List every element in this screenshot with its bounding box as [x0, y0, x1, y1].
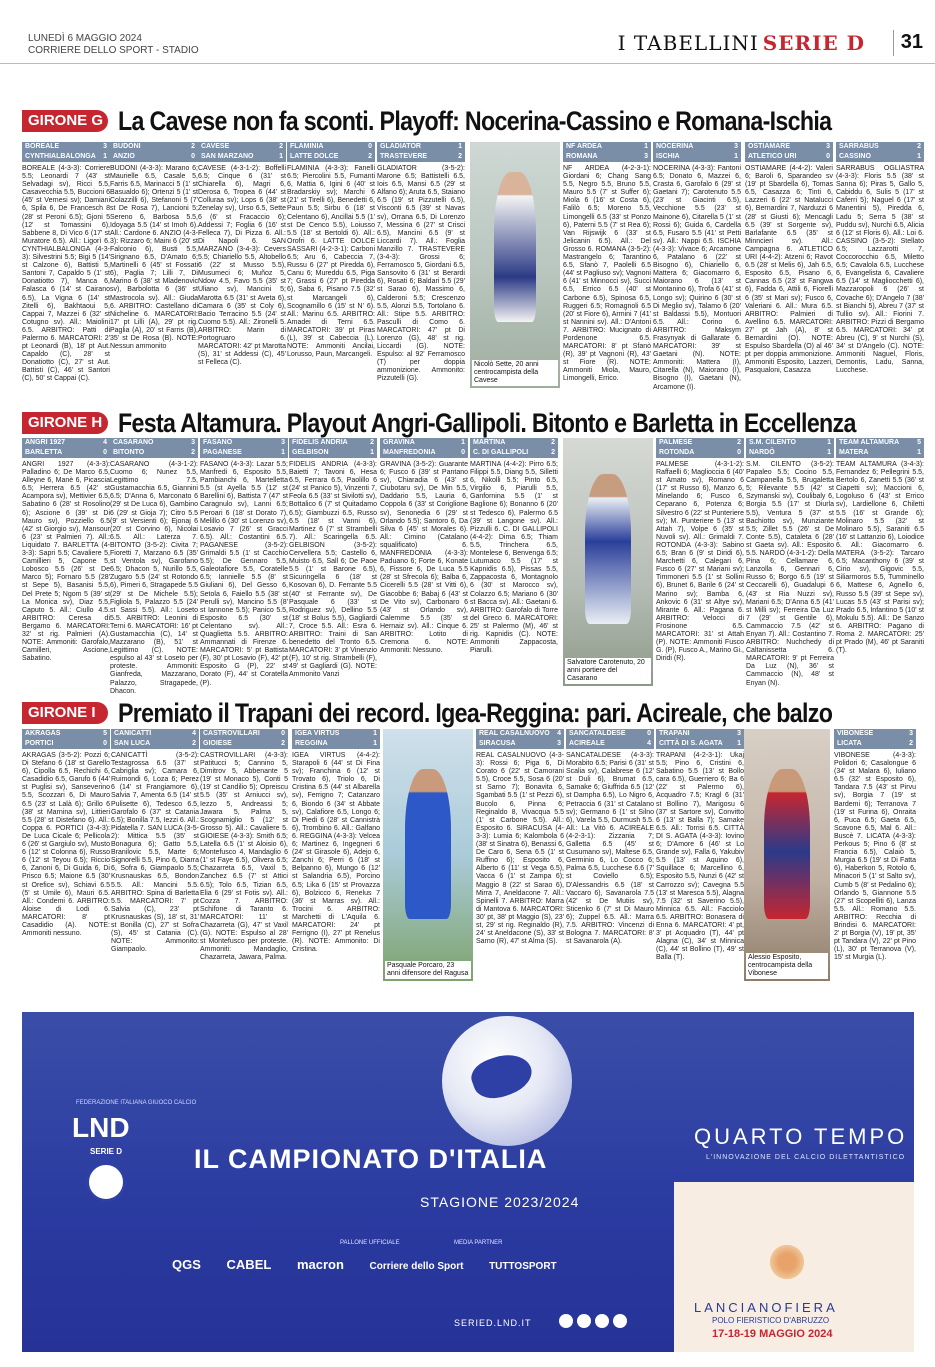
girone-title: Premiato il Trapani dei record. Igea-Reggina: pari. Acireale, che balzo — [118, 698, 833, 728]
match-body: BUDONI (4-3-3): Marano 6; Maurielle 6.5, Casale 5, Farris 6.5, Marinacci 5 (1' st Basualdo 6); Ortenzi 5 (1' st Colazzilli 6), Stefanoni 5 (7' st De Rosa 7), Lancioni 5; Sereno 6, Barbosa 5.5, Idoyaga 5.5 (14' st Imoh 6). All.: Cardone 6. ANZIO (4-3-3): Rizzaro 6; Maini 6 (20' st Falconio 6), Busti 5.5, Sirignano 6.5, D'Amato 6; Martinelli 6 (45' st Fossati 6), Paglia 7; Lilli 7, Di Marino 6 (38' st Mladenovic sv), Barbolotta 6 (36' st Mastrocola sv). All.: Giuda 6. ARBITRO: Castellano di Nicheline 6. MARCATORI: 17' pt Lilli (A), 29' pt rig. Paglia (A), 20' st Farris (B), 35' st De Rosa (B). NOTE: Nessun ammonito — [110, 165, 198, 351]
lnd-logo: LND — [72, 1112, 130, 1143]
player-figure — [405, 769, 451, 919]
score-home: 1 — [644, 143, 648, 150]
match-body: CANICATTÌ (3-5-2): Testagrossa 6.5 (37' st Cabriglia sv); Camara 6, Ruimondi 6, Loza 6; Perez 6 (14' st Frangiamore 6), Salvia 7, Amenta 6.5 (14' st Pulisette 6), Tedesco 6.5, Garofalo 6 (37' st Catania 6.5); Bonilla 7.5, Iezzi 6. All.: Pidatella 7. SAN LUCA (3-5-2): Mittica 5.5 (35' st Bonagura 6); Gatto 5.5, Branilovic 5.5, Marte 6; Signorelli 5.5, Pino 6, Diarra 6, Sofra 6, Giampaolo 5.5; Krusnauskas 6.5, Bondon 5.5. All.: Mancini 5.5. ARBITRO: Spina di Barletta 5.5. MARCATORI: 7' pt Salvia (C), 23' pt Krusnauskas (S), 18' st, 31' st Bonilla (C), 27' st Sofra (S), 45' st Catania (C). NOTE: Ammonito: Giampaolo. — [111, 752, 199, 954]
fiera-flower-icon — [767, 1242, 807, 1282]
score-home: 2 — [370, 439, 374, 446]
match-report — [110, 142, 198, 392]
match-report — [22, 438, 110, 698]
score-away: 2 — [191, 449, 195, 456]
match-report — [110, 438, 198, 698]
team-home-header — [836, 438, 924, 448]
score-home: 2 — [551, 439, 555, 446]
match-report — [289, 438, 377, 698]
team-away-header — [22, 448, 110, 458]
match-body: IGEA VIRTUS (4-4-2): Starapoli 6 (44' st Di Fina sv); Franchina 6 (12' st Trovato 6), Triolo 6, Di Cristina 6.5 (44' st Albarella sv), Ferrigno 7; Catanzaro 6, Biondo 6 (34' st Abbate sv), Calafiore 6.5, Longo 6; Di Piedi 6 (28' st Cannistrà 6), Trombino 6. All.: Galfano 6. REGGINA (4-3-3): Velcea 6; Martinez 6, Ingegneri 6 (24' st Girasole 6), Adejo 6, Zanchi 6; Perri 6 (18' st Belpanno 6), Mungo 6 (12' st Salandria 6.5), Porcino 6.5; Lika 6 (15' st Provazza 6), Bolzicco 6, Renelus 7 (36' st Marras sv). All.: Trocini 6. ARBITRO: Marchetti di L'Aquila 6. MARCATORI: 24' pt Ferrigno (I), 27' pt Renelus (R). NOTE: Ammonito: Di Cristina. — [292, 752, 380, 954]
score-away: 1 — [370, 449, 374, 456]
match-report — [836, 142, 924, 392]
score-away: 1 — [737, 740, 741, 747]
score-home: 0 — [647, 730, 651, 737]
team-home-header — [200, 729, 288, 739]
team-away-header — [22, 739, 110, 749]
player-figure — [764, 769, 810, 919]
match-report — [470, 438, 558, 698]
media-label: MEDIA PARTNER — [454, 1240, 503, 1246]
score-home: 2 — [279, 143, 283, 150]
score-home: 3 — [737, 730, 741, 737]
sponsor-qgs: QGS — [172, 1257, 201, 1272]
photo-casarano-player — [563, 438, 653, 686]
team-away-header — [377, 152, 465, 162]
team-home: ANGRI 1927 — [25, 439, 66, 446]
team-away-header — [656, 739, 744, 749]
score-home: 3 — [191, 439, 195, 446]
instagram-icon[interactable] — [577, 1314, 591, 1328]
score-away: 1 — [827, 449, 831, 456]
match-report — [380, 438, 468, 698]
team-home-header — [200, 438, 288, 448]
score-home: 1 — [373, 730, 377, 737]
team-home-header — [111, 729, 199, 739]
score-home: 5 — [917, 439, 921, 446]
team-away-header — [653, 152, 741, 162]
advertisement-banner[interactable] — [22, 1012, 914, 1352]
score-away: 2 — [281, 740, 285, 747]
team-away-header — [563, 152, 651, 162]
team-away: SAN MARZANO — [201, 153, 254, 160]
sponsor-tuttosport: TUTTOSPORT — [489, 1261, 557, 1272]
team-away-header — [110, 152, 198, 162]
team-home-header — [110, 142, 198, 152]
photo-ragusa-player — [383, 729, 473, 981]
match-body: CASTROVILLARI (4-3-3): Patitucci 5; Cannino 5, Dimitrov 5, Abbenante 5 (19' st Monaco 5), Conti 5 (19' st Candilio 5); Opreiscu 5.5 (35' st Arniucci sv), Iezzo 5, Andreassi 5; Jawara 5, Palma 5, Scognamiglio 5 (12' st Grosso 5). All.: Cavaliere 5. GIOIESE (4-3-3): Smith 6.5; Latella 6.5 (1' st Aloisio 6), Montefusco 4, Mandaglio 6 (1' st Faye 6.5), Olivera 6.5; Chazarreta 6.5, Vaxil 5, Zanchez 6.5 (7' st Attici 6.5); Tolo 6.5, Tizian 6.5, Elia 6 (29' st Fotis sv). All.: Cozza 7. ARBITRO: Schifone di Taranto 6. MARCATORI: 11' st Chazarreta (G), 47' st Vaxil (G). NOTE: Espulso al 28' st Montefusco per proteste. Ammoniti: Mandaglio, Chazarreta, Jawara, Palma. — [200, 752, 288, 962]
score-away: 2 — [551, 449, 555, 456]
team-away-header — [22, 152, 110, 162]
team-home-header — [745, 142, 833, 152]
team-home: CASARANO — [113, 439, 154, 446]
match-body: FASANO (4-3-3): Lazar 5.5; Manfredi 6, Esposito 5.5, Pambianchi 6, Martelletta 5.5 (st Ayella 5.5 (12' st Barellini 6), Battista 7 (47' st Caragnulo sv), Lanni 6.5; Peroari 6 (18' st Dorato 7), Melillo 6 (30' st Lorenzo sv), Losavio 7 (26' st Gracci 6.5). All.: Costantini 6.5. PAGANESE (3-5-2): Grimaldi 5.5 (1' st Cacchio 5.5); De Gennaro 5.5, Galeotafiore 5.5, Coratelle 6.5; Iannielle 5.5 (8' st Giuliani 6), Del Gesso 6, Setola 6, Faiello 5.5 (38' st Perulli sv), Mancino 5.5 (8' st Iannone 5.5); Panico 5.5, Esposito 6.5 (30' st Celentano sv). All.: Quaglietta 5.5. ARBITRO: Ammannati di Firenze 6. MARCATORI: 5' pt Battista (F), 30' pt Losavio (F), 42' pt Esposito G (P), 22' st Dorato (F), 44' st Coratella (P). — [200, 461, 288, 687]
score-away: 1 — [373, 740, 377, 747]
score-away: 0 — [191, 153, 195, 160]
match-report — [746, 438, 834, 698]
score-away: 1 — [917, 153, 921, 160]
team-home-header — [110, 438, 198, 448]
match-body: CAVESE (4-3-1-2): Boffelli 6.5; Cinque 6 (31' st Chiarella 6), Magri 6, Derosa 6, Tropea 6 (44' st Colluraa sv); Lops 6 (38' st Zenelay sv), Urso 6.5, Sette 6 (6' st Fracaccio 6); Addessi 7; Foglia 6 (16' st Felleca 7), Di Pizza 6. All.: Di Napoli 6. SAN MARZANO (3-4-3): Cevers 5.5; Chiariello 5.5, Altobello 6 (22' st Musso 5.5), Musumeci 6; Muñoz 5, Ndow 4.5, Favo 5.5 (35' st Uliano sv), Mancini 5; Marotta 6.5 (31' st Aveta 6), Camara 6 (35' st Coly 6), Bacio Terracino 5.5 (24' st Cuomo 5.5). All.: Zironelli 5. ARBITRO: Marin di Portogruaro 6. MARCATORI: 42' pt Marotta (S), 31' st Addessi (C), 45' st Felleca (C). — [198, 165, 286, 367]
match-body: GRAVINA (3-5-2): Guarante 6; Fusco 6 (39' st Pantano sv), Chiaradia 6 (43' st Ciubotaru sv), De Min 5.5, Daddario 5.5, Lauria 6, Coppola 6 (33' st Coriglione sv), Senonedia 6 (29' st Orlando 5.5); Santoro 6, Da Silva 6 (45' st Morales 6). All.: Cimino (Catalano squalificato) 6. MANFREDONIA (4-3-3): Paduano 6; Forte 6, Konate 6, Fissore 6, De Luca 5.5 (28' st Sfrecola 6); Balba 6, Cicerelli 5.5 (28' st Vitti 6), Giacobbe 6; Babaj 6 (43' st De Vito sv), Carbonaro 6 (43' st Orlando sv), Calemme 5.5 (35' st Hernaiz sv). All.: Cinque 6. ARBITRO: Lotito di Cremona 6. NOTE: Ammoniti: Nessuno. — [380, 461, 468, 655]
team-home: FASANO — [203, 439, 233, 446]
team-away-header — [470, 448, 558, 458]
pallone-label: PALLONE UFFICIALE — [340, 1240, 400, 1246]
match-body: NOCERINA (4-3-3): Fantoni 6.5; Donato 6, Mazzei 6, Crasta 6, Garofalo 6 (29' st Gaetani 7); Carotenuto 5.5 (23' st Giacinti 6.5), Vecchione 5.5 (23' st Mainone 6), Citarella 5 (1' st Rossi 6); Guida 6, Cardella 6.5, Fusaro 5.5 (41' st Petti sv). All.: Nappi 6.5. ISCHIA (4-3-3): Vivace 6; Arcamone 6, Patalano 6 (22' st Bisogno 6), Chiariello 6, Mattera 6; Giacomarro 6, Maiorano 6 (13' st Montanino 6), Trofa 6 (41' st Longo sv); Quirino 6 (30' st Di Meglio sv), Talamo 6 (20' st Baldassi 5.5), Montuori 6.5. All.: Corino 6. ARBITRO: Maksym Frasynyak di Gallarate 6. MARCATORI: 39' st Gaetani (N). NOTE: Ammoniti: Mattera (I), Citarella (N), Maiorano (I), Bisogno (I), Gaetani (N), Arcamone (I). — [653, 165, 741, 391]
score-home: 3 — [909, 730, 913, 737]
photo-caption: Alessio Esposito, centrocampista della Vibonese — [746, 953, 828, 979]
score-away: 4 — [647, 740, 651, 747]
match-body: NF ARDEA (4-2-3-1): Giordani 6; Chang Sang 5.5, Negro 5.5, Bruno 5.5, Mauro 5.5 (7' st Suffer 6); Miola 6 (16' st Costa 6), Falilò 6.5; Moreno 5.5, Limongelli 6.5 (33' st Ponzo 6), Paterni 5.5 (7' st Rea 6); Van Rijswijk 6 (33' st Jelicanin 6.5). All.: Del Grosso 6. ROMANA (3-5-2): Mastrangelo 6; Tarantino 6.5, Sfanò 7, Paolelli 6.5 (44' st Pagliuso sv); Vagnoni 6 (41' st Minnocci sv), Succi 6.5, Errico 6.5 (40' st Carbone 6.5), Spinosa 6.5, Ruggeri 6.5; Romagnoli 6.5 (20' st Fiore 6), Armini 7 (41' st Nannini sv). All.: D'Antoni 7. ARBITRO: Mucignato di Pordenone 6.5. MARCATORI: 8' pt Sfanò (R), 39' pt Vagnoni (R), 43' st Fiore (R). NOTE: Ammoniti Miola, Mauro, Limongelli, Errico. — [563, 165, 651, 383]
match-report — [292, 729, 380, 1005]
team-away-header — [198, 152, 286, 162]
team-home: PALMESE — [659, 439, 693, 446]
match-report — [377, 142, 465, 392]
sponsor-cabel: CABEL — [226, 1257, 272, 1272]
team-away: GIOIESE — [203, 740, 232, 747]
score-away: 1 — [734, 153, 738, 160]
match-report — [200, 729, 288, 1005]
team-home-header — [836, 142, 924, 152]
team-away: SIRACUSA — [479, 740, 516, 747]
match-body: FLAMINIA (4-3-3): Fanelli 6.5; Piercolini 5.5, Fumanti 6, Mattia 6, Igini 6 (40' st Bradarskiy sv); Marchi 6 (21' st Tirelli 6), Benedetti 6, Paun 5.5; Sirbu 6 (18' st Celentano 6), Ancillai 5.5 (1' st De Cenco 5.5), Loiusso 5.5 (18' st Bertoldi 6). All.: Orofri 6. LATTE DOLCE SASSARI (4-2-3-1): Carboni 6.5; Aru 6, Cabeccia 7, Russu 6 (27' pt Piredda 6), Canu 6; Mureddu 6.5, Piga 7; Grassi 6 (27' pt Piredda 6), Saba 6, Pisano 7.5 (32' st Marcangeli 6), Scognamillo 6 (15' st N' 6). All.: Marinu 6.5. ARBITRO: Amadei di Terni 6.5. MARCATORI: 39' pt Piras (L), 39' st Cabeccia (L). NOTE: Ammoniti Ancilai, Lorusso, Paun, Marcangeli. — [287, 165, 375, 359]
ad-headline: IL CAMPIONATO D'ITALIA — [194, 1144, 548, 1174]
girone-i-heading — [22, 698, 914, 726]
team-away-header — [476, 739, 564, 749]
score-away: 0 — [103, 449, 107, 456]
team-home: IGEA VIRTUS — [295, 730, 340, 737]
team-away-header — [836, 448, 924, 458]
score-away: 0 — [826, 153, 830, 160]
team-away-header — [289, 448, 377, 458]
team-away-header — [746, 448, 834, 458]
photo-caption: Salvatore Carotenuto, 20 anni portiere del Casarano — [565, 658, 651, 684]
score-home: 3 — [826, 143, 830, 150]
team-home: TRAPANI — [659, 730, 690, 737]
team-home-header — [476, 729, 564, 739]
ad-season: STAGIONE 2023/2024 — [420, 1194, 580, 1210]
team-home: GLADIATOR — [380, 143, 421, 150]
team-away-header — [836, 152, 924, 162]
photo-cavese-player — [470, 142, 560, 388]
team-home: NOCERINA — [656, 143, 694, 150]
team-away: PORTICI — [25, 740, 54, 747]
team-home: CANICATTÌ — [114, 730, 152, 737]
team-away: CASSINO — [839, 153, 871, 160]
score-home: 4 — [557, 730, 561, 737]
score-away: 2 — [368, 153, 372, 160]
team-home: NF ARDEA — [566, 143, 602, 150]
team-home-header — [834, 729, 916, 739]
team-home: TEAM ALTAMURA — [839, 439, 900, 446]
score-away: 0 — [737, 449, 741, 456]
section-label: I TABELLINI — [617, 31, 759, 55]
serie-d-label: SERIE D — [90, 1147, 123, 1156]
team-away: MATERA — [839, 449, 869, 456]
match-report — [745, 142, 833, 392]
score-away: 1 — [917, 449, 921, 456]
page-header — [0, 0, 935, 64]
match-body: SARRABUS OGLIASTRA (4-3-3): Floris 5.5 (38' st Sanna 6); Piras 5, Gallo 5, Cabiddu 6, Sulis 5 (17' st Caferri 5); Naguel 6 (17' st Manentini 5), Piredda 6, Ladu 5; Serra 5 (38' st Puddu sv), Nurchi 6.5, Alicia 6 (12' st Floris 6). All.: Loi 6. CASSINO (3-5-2): Stellato 6.5; Lazzarotti 7, Coccorocchio 6.5, Miletto 6.5; Cavalola 6.5, Lucchese 6, Evangelista 6, Cavaliere 6.5 (14' st Magliocchetti 6), Mazzaropoli 6 (26' st Covache 6); D'Angelo 7 (38' st Bianchi 5), Abreu 7 (37' st Tullio sv). All.: Fiorini 7. ARBITRO: Pizzi di Bergamo 6.5. MARCATORI: 34' pt Abreu (C), 9' st Nurchi (S), 34' st D'Angelo (C). NOTE: Ammoniti Naguel, Floris, Demontis, Ladu, Sanna, Lucchese. — [836, 165, 924, 375]
team-home: VIBONESE — [837, 730, 874, 737]
match-report — [22, 142, 110, 392]
score-home: 2 — [191, 143, 195, 150]
match-report — [563, 142, 651, 392]
match-report — [834, 729, 916, 1005]
quarto-tempo-tagline: L'INNOVAZIONE DEL CALCIO DILETTANTISTICO — [706, 1154, 906, 1161]
score-home: 4 — [103, 439, 107, 446]
team-away: BARLETTA — [25, 449, 63, 456]
team-home-header — [287, 142, 375, 152]
team-away: SAN LUCA — [114, 740, 151, 747]
score-home: 0 — [368, 143, 372, 150]
match-report — [656, 729, 744, 1005]
girone-badge: GIRONE I — [22, 702, 108, 724]
team-away-header — [380, 448, 468, 458]
team-away: PAGANESE — [203, 449, 242, 456]
match-report — [198, 142, 286, 392]
team-home: REAL CASALNUOVO — [479, 730, 550, 737]
match-body: REAL CASALNUOVO (4-3-3): Rossi 6; Piga 6, Di Corato 6 (22' st Camorani 5.5), Croce 5.5, Sosa 6 (20' st Sarno 7); Bonavita 6, Sgambati 5.5 (1' st Pezzi 6), Bucolo 6, Pinna 6; Reginaldo 8, Vivacqua 5.5 (1' st Carbone 5.5). All.: Esposito 6. SIRACUSA (4-3-3): Lumia 6; Kalombola 6 (38' st Sinatra 6), Benassi 6, De Caro 6, Sena 6.5 (1' st Ruffino 6); Esposito 6, Alberto 6 (11' st Vega 6.5), Vacca 6 (1' st Zampa 6); Maggio 8 (22' st Sarao 6), Mirra 7, Aneldacone 7. All.: Spinelli 7. ARBITRO: Marra di Mantova 6. MARCATORI: 30' pt, 38' pt Maggio (S), 23' st, 29' st rig. Reginaldo (R), 24' st Aneldacone (S), 33' st Sarno (R), 47' st Alma (S). — [476, 752, 564, 946]
score-away: 2 — [192, 740, 196, 747]
score-away: 1 — [279, 153, 283, 160]
match-report — [200, 438, 288, 698]
sponsor-macron: macron — [296, 1257, 344, 1272]
team-home-header — [470, 438, 558, 448]
team-away-header — [111, 739, 199, 749]
youtube-icon[interactable] — [613, 1314, 627, 1328]
team-home-header — [563, 142, 651, 152]
fiera-sub: POLO FIERISTICO D'ABRUZZO — [712, 1316, 830, 1325]
lnd-subtitle: FEDERAZIONE ITALIANA GIUOCO CALCIO — [76, 1100, 197, 1106]
team-away: NARDÒ — [749, 449, 775, 456]
team-away: ACIREALE — [569, 740, 605, 747]
team-away-header — [287, 152, 375, 162]
score-home: 1 — [458, 143, 462, 150]
girone-title: La Cavese non fa sconti. Playoff: Nocerina-Cassino e Romana-Ischia — [118, 106, 832, 136]
team-home-header — [566, 729, 654, 739]
match-body: FIDELIS ANDRIA (4-3-3): Baietti 7; Tavoni 6, Hesa 6.5, Ferrara 6.5, Paolillo 6 (24' st Panico 5), Vinzenti 7, Feola 6.5 (33' st Sivilotti sv), Bottalico 6 (7' st Quitadamo 6.5); Giambuzzi 6.5, Russo 6.5 (18' st Vanni 6), Martinez 6 (7' st Strambelli 7). All.: Scaringella 6.5. GELBISON (3-5-2): Cervellera 5.5; Castello 6, Muisto 6.5, Sall 6; De Paoe 5.5 (1' st Barone 6.5), Sicuringella 6 (18' st Kosovan 6), D. Ferrante 5.5 (40' st Ferrante sv), De Pasquale 6 (33' st Rodriguez sv), Dellino 5.5 (18' st Bolus 5.5), Gagliardi 7, Croce 5.5. All.: Esra 6. ARBITRO: Traini di San benedetto del Tronto 6.5. MARCATORI: 3' pt Vinenzio (F), 10' st rig. Strambelli (F), 49' st Gagliardi (G). NOTE: Ammonito Vanzi — [289, 461, 377, 679]
team-home: FLAMINIA — [290, 143, 324, 150]
score-away: 0 — [103, 740, 107, 747]
match-body: MARTINA (4-4-2): Pirro 6.5; Filippi 5.5, Diang 5.5, Silletti 6, Nikolli 5.5; Pinto 6.5, Virgilio 6, Piarulli 5.5, Ganfornina 5.5 (1' st Baglione 6); Bonanno 6 (20' st Tedesco 6), Palermo 6.5 (39' st Langone sv). All.: Pizzulli 6. C. DI GALLIPOLI (4-4-2): Dima 6.5; Thiam 5.5, Trinchera 6.5, Montelese 6, Benvenga 6.5; Lutumaco 5.5 (17' st Kapnidis 6.5), Pissas 5.5, Zappacosta 6, Montagnolo 6 (30' st Marocco sv), Colazzo 6.5; Mariano 6 (30' st Bacca sv). All.: Gaetani 6. ARBITRO: Garofalo di Torre del Greco 6. MARCATORI: 25' st Palermo (M), 46' st rig. Kapnidis (C). NOTE: Ammoniti Zappacosta, Piarulli. — [470, 461, 558, 655]
photo-caption: Pasquale Porcaro, 23 anni difensore del Ragusa — [385, 961, 471, 979]
fiera-dates: 17-18-19 MAGGIO 2024 — [712, 1328, 833, 1340]
team-away-header — [110, 448, 198, 458]
match-body: TRAPANI (4-2-3-1): Ukaj 5.5; Pino 6, Cristini 6, Sabatino 5.5 (13' st Bollo cara 6.5), Guerriero 6; Ba 6 (22' st Palermo 6), Acquadro 7.5; Kragl 6 (31' st Bollino 7), Marigosu 6 (37' st Sartore sv), Convitto 6 (13' st Balla 7); Samake 6.5. All.: Torrisi 6.5. CITTÀ DI S. AGATA (4-3-3): Iovino 6; D'Amore 6 (46' st Lo Grande sv), Falla 6, Yakubiv 5.5 (13' st Aquino 6), Squillace 6; Marcellino 6, Esposito 5.5, Nunzi 6 (42' st Carrozzo sv); Cavegna 5.5 (13' st Maresca 5.5), Alagna 7.5 (32' st Saverino 5.5), Minnica 6.5. All.: Facciolo 6.5. ARBITRO: Bonasera di Enna 6. MARCATORI: 4' pt, 3' pt Acquadro (T), 44' pt Alagna (C), 34' st Minnica (C), 44' st Bollino (T), 49' st Balla (T). — [656, 752, 744, 962]
team-away: ISCHIA — [656, 153, 680, 160]
website-url[interactable]: SERIED.LND.IT — [454, 1318, 532, 1328]
social-icons — [559, 1314, 631, 1333]
team-home-header — [22, 729, 110, 739]
match-report — [566, 729, 654, 1005]
match-body: CASARANO (4-3-1-2): Cuomo 6; Nunez 5.5, Legittimo 7.5, Gustamacchia 6.5, Giannini 6.5; D'Anna 6, Marconato 6 (29' st De Luca 6), Gambino 6 (29' st Gioja 7); Citro 5.5 (9' st Versienti 6); Ejonaj 6 (20' st Corvino 6), Nicolai 6.5. All.: Laterza 7. BITONTO (3-5-2): Civita 7; Fioretti 7, Marzano 6.5 (35' st Ventola sv), Garofano 6.5; Dhacon 5, Nurillo 5.5, Zugaro 5.5 (24' st Rotondo 6), Pimeri 6, Stragapede 5.5 (29' st De Michele 5.5); Figliola 5, Palazzo 5.5 (24' st Sassi 5.5). All.: Loseto 5.5. ARBITRO: Leonini di Terni 6. MARCATORI: 16' pt Gustamacchia (C), 14' st Mazzarano (B), 51' st Legittimo (C). NOTE: espulso al 43' st Loseto per proteste. Ammoniti: Gianfreda, Mazzarano, Palazzo, Stragapede, Dhacon. — [110, 461, 198, 695]
team-home-header — [198, 142, 286, 152]
fiera-name: LANCIANOFIERA — [694, 1300, 838, 1315]
team-home: OSTIAMARE — [748, 143, 790, 150]
team-home: SARRABUS — [839, 143, 879, 150]
match-report — [111, 729, 199, 1005]
match-body: S.M. CILENTO (3-5-2): Papaleo 5.5; Cocino 5.5, Campanella 5.5, Brugaletta 5; Rilevante 5.5 (42' st Szymanski sv), Coulibaly 6, Borgia 5.5 (17' st Diurla 5.5), Ventura 5 (37' st Bachiotto sv), Munziante 5.5; Zillet 5.5 (26' st De Conte 5.5), Cataleta 6 (28' st Gaeta sv). All.: Esposito 5.5. NARDÒ (4-3-1-2): Della Pina 6; Cellamare 6, Lanzolla 6, Gennari 6, Russo 6; Borgo 6.5 (19' st Ceccarelli 6), Guadalupi 6 (43' st Ria Nuzzi sv), Mariani 6.5; D'Anna 6.5 (41' st Milli sv); Ferreira Da Luz 7 (29' st Gentile 6), Cammaccio 7.5 (42' st Enyan 7). All.: Costantino 7. ARBITRO: Nuchchedy di Caltanissetta 6. MARCATORI: 9' pt Ferreira Da Luz (N), 36' st Cammaccio (N), 48' st Enyan (N). — [746, 461, 834, 687]
score-away: 0 — [461, 449, 465, 456]
match-body: OSTIAMARE (4-4-2): Valeri 6; Baroli 6, Sparandeo sv (19' pt Sbardella 6), Tomas 6.5, Casazza 6; Tinti 6, Lazzeri 6 (22' st Natalucci 6), Bernardini 7, Narduzzi 6 (28' st Giusti 6); Mencagli 6.5 (39' st Sorgente sv), Barlafante 6.5 (35' st Minncieri sv). All.: Campagna 6. ATLETICO URI (4-4-2): Atzeni 6; Ravot 6.5 (28' st Melis 6), Jah 6.5, Esposito 6.5, Pisano 6, Cannas 6.5 (23' st Fangwa 6), Fadda 6, Attili 6, Fiorelli 6 (35' st Mari sv); Fusco 6, Valeriani 6. All.: Mura 6.5. ARBITRO: Palmieri di Avellino 6.5. MARCATORI: 27' pt Jah (A), 8' st Bernardini (O). NOTE: Espulso Sbardella (O) al 46' pt per doppia ammonizione. Ammoniti Esposito, Lazzeri, Pasqualoni, Casazza — [745, 165, 833, 375]
team-away-header — [656, 448, 744, 458]
league-label: SERIE D — [762, 31, 865, 55]
player-figure — [494, 172, 536, 322]
team-home: MARTINA — [473, 439, 506, 446]
photo-vibonese-player — [744, 729, 830, 981]
soccer-ball-image — [442, 1016, 572, 1146]
score-home: 4 — [192, 730, 196, 737]
score-home: 1 — [461, 439, 465, 446]
score-away: 3 — [557, 740, 561, 747]
match-body: BOREALE (4-3-3): Corriere 5.5; Leonardi 7 (43' st Selvadagi sv), Ricci 5.5, Casavecchia 5.5, Buccioni 6 (45' st Vernesi sv); Damiani 6, Spila 6, De Francesch 8 (28' st Peroni 6.5); Gjoni 5 (12' st Tomassini 6), Sabbene 8, Di Vico 6 (17' st Muratore 6.5). All.: Ligorì 6. CYNTHIALBALONGA (4-3-3): Silvestrini 5.5; Bigi 5 (14' st Calzone 6), Battisti 5, Santoni 7, Capaldo 5 (1' st Donatiotto 7), Manca 6, Falasca 6 (14' st Cairano 6.5), La Vigna 6 (14' st Zitelli 6), Bakhtaoui 5, Cappai 7, Mazzei 6 (32' st Cotugno sv). All.: Maiolini 6.5. ARBITRO: Patti di Palermo 6. MARCATORI: 2' pt Leonardi (B), 18' pt Aut. Capaldo (C), 28' st Donatiotto (C), 27' st Aut. Battisti (C), 46' st Santori (C), 50' st Cappai (C). — [22, 165, 110, 383]
score-home: 2 — [917, 143, 921, 150]
score-home: 2 — [737, 439, 741, 446]
team-away: CITTÀ DI S. AGATA — [659, 740, 723, 747]
team-away: ATLETICO URI — [748, 153, 797, 160]
team-away: LICATA — [837, 740, 862, 747]
match-report — [656, 438, 744, 698]
team-away: LATTE DOLCE — [290, 153, 339, 160]
facebook-icon[interactable] — [559, 1314, 573, 1328]
team-home: CASTROVILLARI — [203, 730, 260, 737]
score-away: 2 — [909, 740, 913, 747]
match-report — [476, 729, 564, 1005]
score-home: 3 — [103, 143, 107, 150]
match-report — [22, 729, 110, 1005]
match-report — [287, 142, 375, 392]
team-away: GELBISON — [292, 449, 329, 456]
x-icon[interactable] — [595, 1314, 609, 1328]
score-home: 5 — [103, 730, 107, 737]
match-body: SANCATALDESE (4-3-3): Morabito 6.5; Parisi 6 (31' st Scalia sv), Calabrese 6 (12' st Duli 6), Brumat 6.5, Samake 6; Giuffrida 6.5 (12' st Dampha 6.5), Lo Nigro 6, Petraccia 6 (31' st Catalano sv); Germano 6 (1' st Silno 6), Varela 5.5, Durmush 5.5. All.: La Vitò 6. ACIREALE (4-2-3-1): Zizzania 7; Galletta 6.5 (45' st Cusumano sv), Maltese 6.5, Germinio 6, Lo Cocco 6; Palma 6.5, Lucchese 6.6 (7' st Coviello 6.5); D'Alessandris 6.5 (18' st Vaccaro 6), Savanarola 7.5 (42' st De Mutiis sv), Sticenko 6 (7' st Di Mauro 6); Zuppel 6.5. All.: Marra 7.5. ARBITRO: Vincenzi di Bologna 7. MARCATORI: 8' st Savanarola (A). — [566, 752, 654, 946]
team-away: CYNTHIALBALONGA — [25, 153, 96, 160]
girone-badge: GIRONE G — [22, 110, 108, 132]
paper-name: CORRIERE DELLO SPORT - STADIO — [28, 45, 199, 56]
match-body: AKRAGAS (3-5-2): Pozzi 6; Di Stefano 6 (18' st Garello 6), Cipolla 6.5, Rechichi 6, Casadidio 6.5, Garufo 6 (44' st Puglisi sv), Sanseverino 5.5, Scozzari 6, Di Mauro 6.5 (23' st Lalà 6); Grillo 6 (38' st Marnina sv), Littieri 5.5 (28' st Distefano 6). All.: Coppa 6. PORTICI (3-4-3): De Luca Cicale 6; Pellicola 6 (26' st Gargiulo sv), Musto 6 (12' st Colonna 6), Russo 6 (12' st Teyou 6.5); Riccio 6, Zanoni 6, Di Guida 6, Di Prisco 6.5; Maione 6.5 (30' st Orefice sv), Schiavi 6.5 (5' st Umile 6), Mauri 6.5. All.: Condemi 6. ARBITRO: Aloise di Lodi 6. MARCATORI: 8' pt Casadidio (A). NOTE: Ammoniti nessuno. — [22, 752, 110, 938]
team-away: REGGINA — [295, 740, 328, 747]
team-away: TRASTEVERE — [380, 153, 428, 160]
team-home-header — [380, 438, 468, 448]
team-away-header — [566, 739, 654, 749]
team-home-header — [746, 438, 834, 448]
quarto-tempo-logo: QUARTO TEMPO — [694, 1124, 908, 1149]
match-report — [836, 438, 924, 698]
team-home-header — [377, 142, 465, 152]
score-home: 3 — [281, 439, 285, 446]
score-away: 1 — [103, 153, 107, 160]
team-home: BOREALE — [25, 143, 60, 150]
page-number: 31 — [900, 31, 923, 53]
team-away: ANZIO — [113, 153, 135, 160]
team-home-header — [656, 729, 744, 739]
team-home: FIDELIS ANDRIA — [292, 439, 348, 446]
serie-d-shield-icon — [86, 1162, 126, 1202]
team-home: AKRAGAS — [25, 730, 61, 737]
score-away: 1 — [281, 449, 285, 456]
match-report — [653, 142, 741, 392]
girone-h-heading — [22, 408, 914, 436]
team-home: BUDONI — [113, 143, 141, 150]
match-body: ANGRI 1927 (4-3-3): Palladino 6; De Marco 6.5, Alleyne 6, Manè 6, Picascia 6.5; Herrera 6.5 (42' st Acampora sv), Mettivier 6.5, Sabatino 6 (28' st Rosolino 6); Ascione 6 (39' st Di Mauro sv), Pozziello 6.5 (42' st Giorgio sv), Mansour 6 (23' st Palmieri 7). All.: Liquidato 7. BARLETTA (4-3-3): Sapri 5.5; Cavaliere 5, Camillieri 5, Capone 5, Lobosco 5.5 (26' st De Marco 5); Fornaro 5.5 (28' st Sepe 5), Basanisi 5.5, Del Prete 5; Ngom 5 (39' st La Monica sv), Diaz 5.5, Caputo 5. All.: Ciullo 4.5. ARBITRO: Ceresa di Bergamo 6. MARCATORI: 32' st rig. Palmieri (A). NOTE: Ammoniti: Garofalo, Camilleri, Ascione, Sabatino. — [22, 461, 110, 663]
team-away-header — [200, 448, 288, 458]
team-away-header — [745, 152, 833, 162]
team-away: ROMANA — [566, 153, 598, 160]
team-home-header — [656, 438, 744, 448]
team-away-header — [200, 739, 288, 749]
team-home: CAVESE — [201, 143, 230, 150]
score-home: 3 — [734, 143, 738, 150]
photo-caption: Nicolò Sette, 20 anni centrocampista della Cavese — [472, 360, 558, 386]
score-home: 0 — [281, 730, 285, 737]
team-home: S.M. CILENTO — [749, 439, 796, 446]
player-figure — [585, 474, 631, 624]
score-away: 3 — [644, 153, 648, 160]
team-away: ROTONDA — [659, 449, 695, 456]
team-home-header — [292, 729, 380, 739]
team-away: MANFREDONIA — [383, 449, 436, 456]
team-home-header — [653, 142, 741, 152]
team-home-header — [22, 142, 110, 152]
team-away-header — [834, 739, 916, 749]
team-home-header — [289, 438, 377, 448]
girone-title: Festa Altamura. Playout Angri-Gallipoli. Bitonto e Barletta in Eccellenza — [118, 408, 856, 438]
match-body: PALMESE (4-3-1-2): Raffaelli 6; Maglioccia 6 (40' st Amato sv), Romano 6 (17' st Russo 6), Manzo 6, Minelando 6; Fusco 6, Ceparano 6, Potenza 6; Silvestro 6 (22' st Punteriere sv); M. Punteriere 5 (13' st Attah 7), Volpe 6 (35' st Nuvoli sv). All.: Grimaldi 7. ROTONDA (4-3-3): Sabino 6.5; Bran 6 (9' st Diridi 6), Marchetti 6, Calegari 6, Fusco 6 (27' st Mariani sv); Timmoneri 5.5 (1' st Sollini 6), Brunet 6, Barile 6 (24' st Marino sv); Bamba 6, Ankovic 6 (31' st Altye sv), Mirante 6. All.: Pagana 6. ARBITRO: Velocci di Frosinone 6.5. MARCATORI: 31' st Attah (P). NOTE: Ammoniti Fusco G. (P), Fusco A., Marino Gi., Diridi (R). — [656, 461, 744, 663]
team-home-header — [22, 438, 110, 448]
team-home: GRAVINA — [383, 439, 415, 446]
sponsor-logos — [172, 1257, 579, 1272]
match-body: GLADIATOR (3-5-2): Marone 6.5; Battistelli 6.5, Iois 6.5, Mansi 6.5 (29' st Alfano 6); Aruta 6.5, Staiano 6.5 (19' st Pizzutelli 6.5), Visconti 6.5 (39' st Navas sv), Orrana 6.5, Di Lorenzo 7, Messina 6 (27' st Crisci 6.5), Mancini 6.5 (9' st Liccardi 7). All.: Foglia Manzillo 7. TRASTEVERE (3-4-3): Grossi 6; Ferramosco 5, Giordani 6.5, Sansovito 6 (31' st Berardi 6), Rosati 6; Baldari 5.5 (29' st Sarao 6), Massimo 6, Calderoni 5.5; Crescenzo 5.5, Alonzi 5.5, Tortolano 6. All.: Stipe 5.5. ARBITRO: Pasculli di Como 6. MARCATORI: 47' pt Di Lorenzo (G), 48' st rig. Liccardi (G). NOTE: Espulso: al 92' Ferramosco (T) per doppia ammonizione. Ammonito: Pizzutelli (G). — [377, 165, 465, 383]
team-away-header — [292, 739, 380, 749]
score-away: 2 — [458, 153, 462, 160]
girone-badge: GIRONE H — [22, 412, 108, 434]
match-body: TEAM ALTAMURA (3-4-3): Fernandez 6; Pellegrini 5.5, Bertolo 6, Zanetti 5.5 (36' st Ciapetti sv); Maccioni 6, Logoluso 6 (43' st Errico sv), Lardiellone 6, Chiletti 5.5 (16' st Grande 6); Molinaro 5.5 (32' st Molinaro 5.5), Saraniti 6.5 (16' st Lattanzio 6), Loiodice 6. All.: Giacomarro 6. MATERA (3-5-2): Tarcaro 6.5; Macanthony 6 (39' st Cirio sv), Gigovic 5.5, Siliarmoros 5.5, Tumminello 6, Mattese 6, Agnello 6, Russo 5.5 (39' st Sepe sv), Lucas 5.5 (43' st Parisi sv); Prado 6.5, Infantino 5 (10' st Mokulu 5.5). All.: De Sanzo 6. ARBITRO: Pagano di Roma 2. MARCATORI: 25' pt Prado (M), 46' pt Saraniti (T). — [836, 461, 924, 655]
team-away: C. DI GALLIPOLI — [473, 449, 529, 456]
issue-date: LUNEDÌ 6 MAGGIO 2024 — [28, 33, 142, 44]
sponsor-corriere: Corriere dello Sport — [369, 1261, 464, 1272]
section-title — [618, 31, 865, 55]
girone-g-heading — [22, 106, 914, 134]
team-home: SANCATALDESE — [569, 730, 626, 737]
score-home: 1 — [827, 439, 831, 446]
team-away: BITONTO — [113, 449, 145, 456]
match-body: VIBONESE (4-3-3): Polidori 6; Casalongue 6 (34' st Malara 6), Iuliano 6.5 (32' st Esposito 6), Tandara 7.5 (43' st Pirvu sv), Borgia 7 (19' st Bardemi 6); Terranova 7 (19' st Furina 6), Onraita 6, Puca 6.5; Gaeta 6.5, Scavone 6.5, Mal 6. All.: Buscè 7. LICATA (4-3-3): Perkous 5; Pino 6 (8' st Francia 6.5), Calaiò 5, Murgia 6.5 (19' st Di Fatta 6), Haberkon 5, Rotolo 6, Minacori 5 (1' st Salto sv), Cumb 5 (8' st Pedalino 6); Orlando 5, Giannone 5.5 (27' st Scopelliti 6), Lanza 5.5. All.: Romano 5.5. ARBITRO: Recchia di Brindisi 6. MARCATORI: 2' pt Borgia (V), 19' pt, 35' pt Tandara (V), 22' pt Pino (L), 30' pt Terranova (V), 15' st Murgia (L). — [834, 752, 916, 962]
